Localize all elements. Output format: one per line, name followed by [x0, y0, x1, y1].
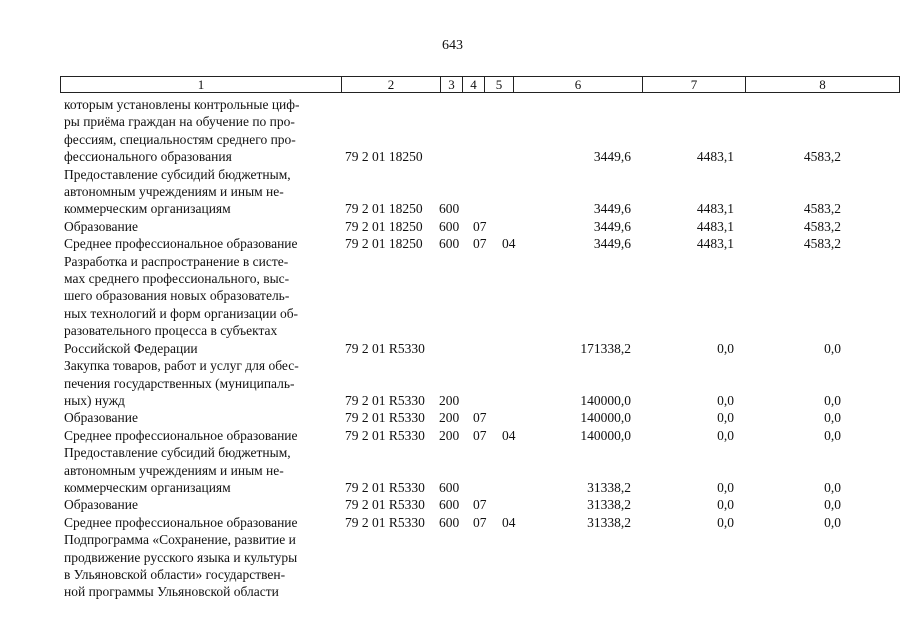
amount-col-6: 31338,2 — [587, 514, 631, 530]
section-code: 07 — [473, 427, 487, 443]
row-description — [64, 531, 334, 601]
row-description — [64, 444, 334, 496]
section-code: 07 — [473, 514, 487, 530]
section-code: 07 — [473, 236, 487, 252]
row-description — [64, 166, 334, 218]
expense-type-code: 600 — [439, 218, 460, 234]
amount-col-7: 4483,1 — [696, 149, 734, 165]
amount-col-7: 4483,1 — [696, 201, 734, 217]
description-line: коммерческим организациям — [64, 201, 231, 217]
amount-col-7: 0,0 — [717, 340, 734, 356]
amount-col-7: 0,0 — [717, 497, 734, 513]
amount-col-8: 0,0 — [824, 392, 841, 408]
description-line: Разработка и распространение в систе- — [64, 253, 289, 269]
subsection-code: 04 — [502, 236, 516, 252]
row-description — [64, 218, 334, 235]
table-row — [0, 496, 905, 513]
subsection-code: 04 — [502, 514, 516, 530]
description-line: продвижение русского языка и культуры — [64, 549, 298, 565]
budget-code: 79 2 01 18250 — [345, 218, 423, 234]
row-description — [64, 253, 334, 357]
row-description — [64, 514, 334, 531]
description-line: Российской Федерации — [64, 340, 198, 356]
description-line: шего образования новых образователь- — [64, 288, 290, 304]
amount-col-7: 0,0 — [717, 410, 734, 426]
amount-col-7: 0,0 — [717, 427, 734, 443]
expense-type-code: 200 — [439, 392, 460, 408]
budget-code: 79 2 01 R5330 — [345, 514, 425, 530]
table-row — [0, 235, 905, 252]
amount-col-8: 0,0 — [824, 427, 841, 443]
description-line: Образование — [64, 497, 138, 513]
description-line: которым установлены контрольные циф- — [64, 97, 300, 112]
table-row — [0, 444, 905, 496]
header-col-8: 8 — [746, 77, 900, 93]
subsection-code: 04 — [502, 427, 516, 443]
table-row — [0, 409, 905, 426]
amount-col-6: 171338,2 — [580, 340, 631, 356]
amount-col-6: 3449,6 — [593, 218, 631, 234]
description-line: автономным учреждениям и иным не- — [64, 462, 284, 478]
header-col-6: 6 — [514, 77, 643, 93]
expense-type-code: 600 — [439, 479, 460, 495]
description-line: фессионального образования — [64, 149, 232, 165]
budget-code: 79 2 01 R5330 — [345, 497, 425, 513]
table-row — [0, 218, 905, 235]
description-line: Среднее профессиональное образование — [64, 514, 298, 530]
expense-type-code: 600 — [439, 201, 460, 217]
row-description — [64, 235, 334, 252]
amount-col-7: 0,0 — [717, 514, 734, 530]
header-col-1: 1 — [61, 77, 342, 93]
amount-col-7: 4483,1 — [696, 236, 734, 252]
expense-type-code: 200 — [439, 410, 460, 426]
amount-col-7: 4483,1 — [696, 218, 734, 234]
amount-col-7: 0,0 — [717, 392, 734, 408]
header-col-3: 3 — [441, 77, 463, 93]
description-line: Образование — [64, 410, 138, 426]
row-description — [64, 427, 334, 444]
description-line: фессиям, специальностям среднего про- — [64, 131, 296, 147]
budget-code: 79 2 01 18250 — [345, 236, 423, 252]
amount-col-6: 140000,0 — [580, 410, 631, 426]
description-line: Среднее профессиональное образование — [64, 427, 298, 443]
amount-col-6: 3449,6 — [593, 236, 631, 252]
expense-type-code: 600 — [439, 514, 460, 530]
column-number-header — [60, 76, 900, 93]
description-line: Предоставление субсидий бюджетным, — [64, 445, 291, 461]
row-description — [64, 357, 334, 409]
table-row — [0, 531, 905, 601]
description-line: Подпрограмма «Сохранение, развитие и — [64, 532, 296, 548]
table-row — [0, 514, 905, 531]
table-row — [0, 96, 905, 166]
description-line: Предоставление субсидий бюджетным, — [64, 166, 291, 182]
page-number: 643 — [442, 38, 463, 53]
row-description — [64, 409, 334, 426]
budget-code: 79 2 01 R5330 — [345, 340, 425, 356]
section-code: 07 — [473, 218, 487, 234]
amount-col-8: 0,0 — [824, 410, 841, 426]
description-line: Среднее профессиональное образование — [64, 236, 298, 252]
description-line: ной программы Ульяновской области — [64, 584, 279, 600]
amount-col-8: 4583,2 — [803, 218, 841, 234]
description-line: коммерческим организациям — [64, 479, 231, 495]
row-description — [64, 96, 334, 166]
budget-code: 79 2 01 18250 — [345, 149, 423, 165]
expense-type-code: 600 — [439, 497, 460, 513]
amount-col-6: 140000,0 — [580, 427, 631, 443]
description-line: ры приёма граждан на обучение по про- — [64, 114, 295, 130]
amount-col-6: 140000,0 — [580, 392, 631, 408]
budget-code: 79 2 01 R5330 — [345, 410, 425, 426]
budget-code: 79 2 01 18250 — [345, 201, 423, 217]
budget-code: 79 2 01 R5330 — [345, 427, 425, 443]
section-code: 07 — [473, 410, 487, 426]
description-line: в Ульяновской области» государствен- — [64, 566, 286, 582]
table-row — [0, 253, 905, 357]
amount-col-8: 0,0 — [824, 340, 841, 356]
amount-col-8: 4583,2 — [803, 149, 841, 165]
description-line: ных) нужд — [64, 392, 125, 408]
header-col-4: 4 — [463, 77, 485, 93]
header-col-2: 2 — [342, 77, 441, 93]
amount-col-8: 4583,2 — [803, 201, 841, 217]
amount-col-6: 3449,6 — [593, 201, 631, 217]
description-line: печения государственных (муниципаль- — [64, 375, 295, 391]
table-row — [0, 427, 905, 444]
table-row — [0, 166, 905, 218]
amount-col-8: 0,0 — [824, 497, 841, 513]
row-description — [64, 496, 334, 513]
amount-col-7: 0,0 — [717, 479, 734, 495]
budget-code: 79 2 01 R5330 — [345, 479, 425, 495]
amount-col-8: 0,0 — [824, 479, 841, 495]
header-col-7: 7 — [643, 77, 746, 93]
description-line: мах среднего профессионального, выс- — [64, 271, 290, 287]
amount-col-6: 31338,2 — [587, 479, 631, 495]
description-line: автономным учреждениям и иным не- — [64, 184, 284, 200]
amount-col-8: 4583,2 — [803, 236, 841, 252]
description-line: Закупка товаров, работ и услуг для обес- — [64, 358, 299, 374]
description-line: разовательного процесса в субъектах — [64, 323, 278, 339]
budget-table-body — [0, 96, 905, 601]
table-row — [0, 357, 905, 409]
description-line: Образование — [64, 218, 138, 234]
amount-col-8: 0,0 — [824, 514, 841, 530]
description-line: ных технологий и форм организации об- — [64, 305, 299, 321]
budget-code: 79 2 01 R5330 — [345, 392, 425, 408]
amount-col-6: 3449,6 — [593, 149, 631, 165]
amount-col-6: 31338,2 — [587, 497, 631, 513]
header-col-5: 5 — [485, 77, 514, 93]
section-code: 07 — [473, 497, 487, 513]
expense-type-code: 200 — [439, 427, 460, 443]
expense-type-code: 600 — [439, 236, 460, 252]
